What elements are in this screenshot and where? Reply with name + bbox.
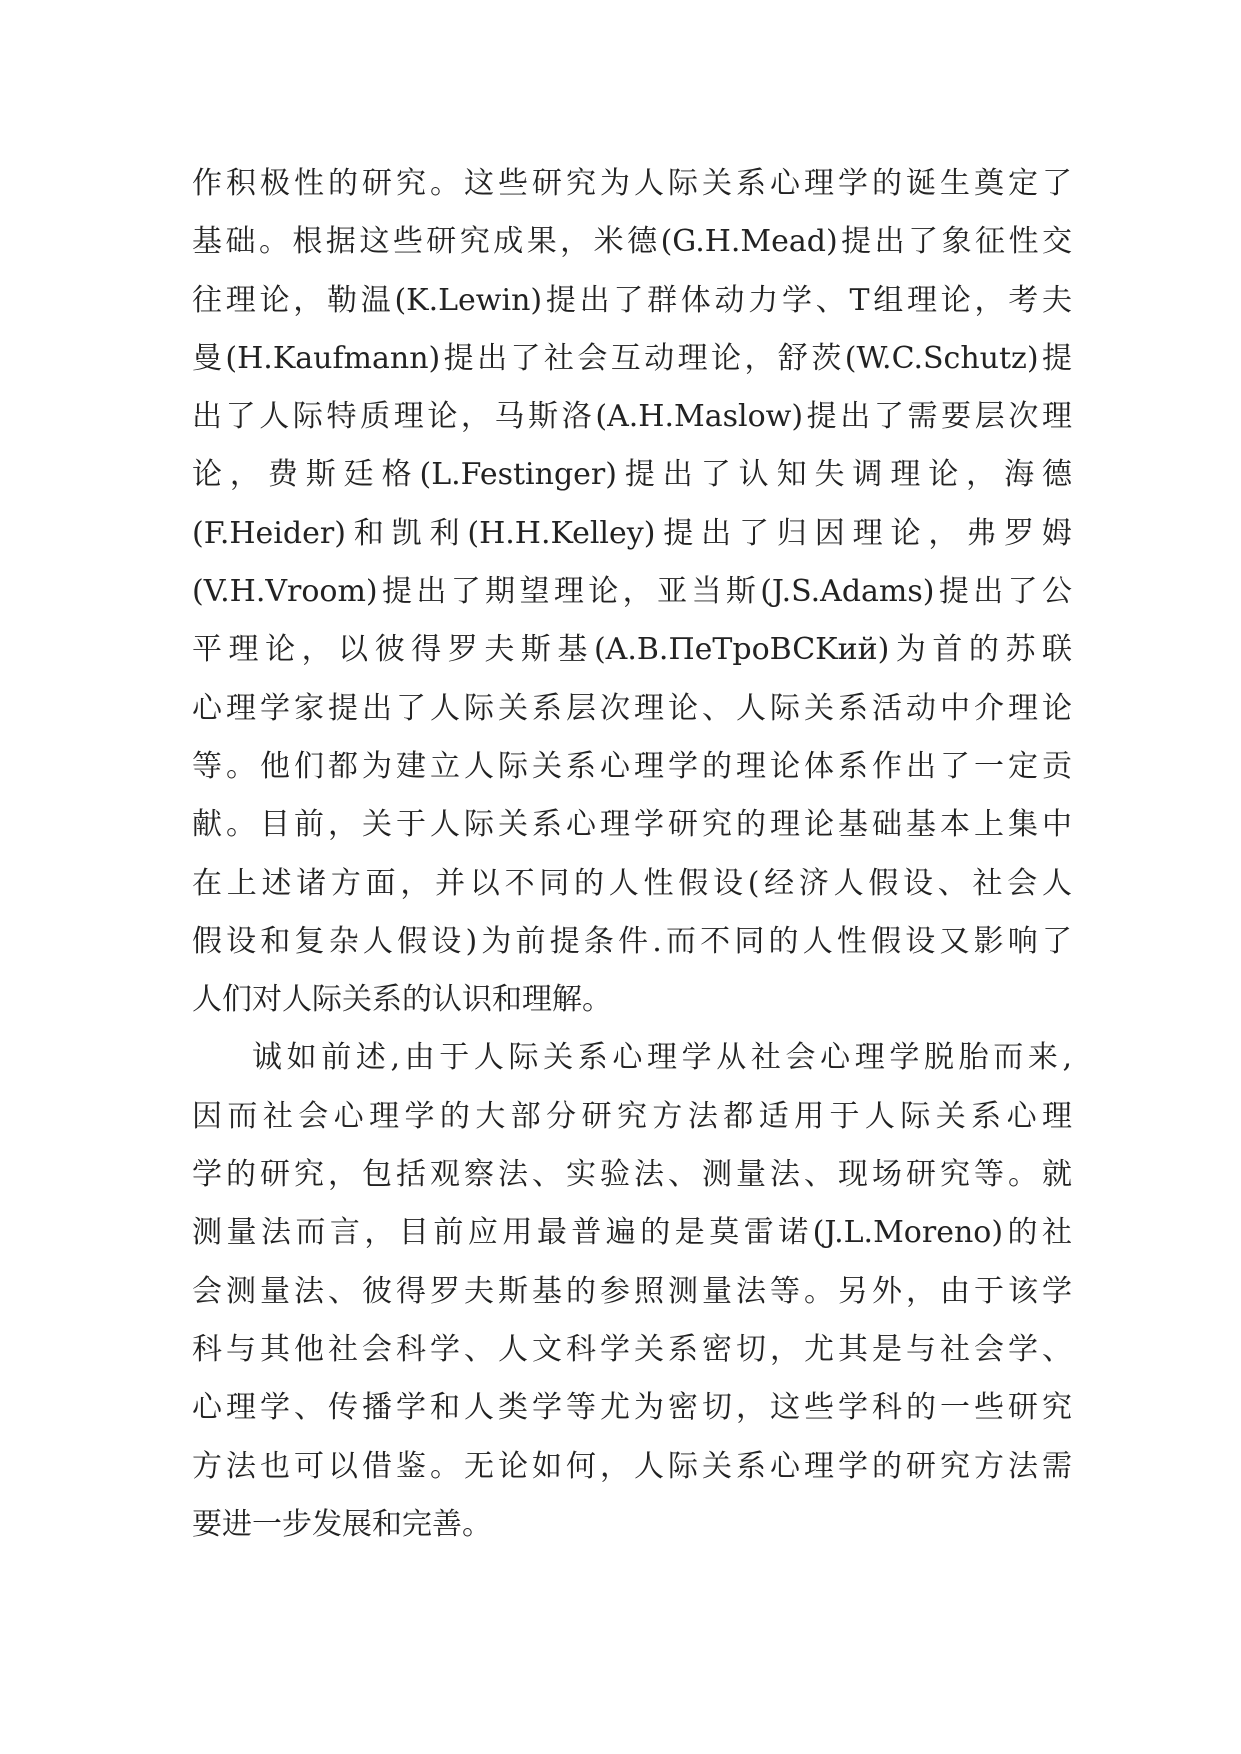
text-line: 心理学家提出了人际关系层次理论、人际关系活动中介理论 xyxy=(192,690,1072,726)
text-line: 假设和复杂人假设)为前提条件.而不同的人性假设又影响了 xyxy=(192,923,1072,959)
text-line-last: 人们对人际关系的认识和理解。 xyxy=(192,982,612,1018)
text-line: 论，费斯廷格(L.Festinger)提出了认知失调理论，海德 xyxy=(192,457,1072,493)
text-line: 因而社会心理学的大部分研究方法都适用于人际关系心理 xyxy=(192,1098,1072,1134)
text-line: 方法也可以借鉴。无论如何，人际关系心理学的研究方法需 xyxy=(192,1448,1072,1484)
text-line: 献。目前，关于人际关系心理学研究的理论基础基本上集中 xyxy=(192,807,1072,843)
text-line: 会测量法、彼得罗夫斯基的参照测量法等。另外，由于该学 xyxy=(192,1273,1072,1309)
paragraph-first-line: 诚如前述,由于人际关系心理学从社会心理学脱胎而来, xyxy=(252,1040,1072,1076)
text-line: 出了人际特质理论，马斯洛(A.H.Maslow)提出了需要层次理 xyxy=(192,399,1072,435)
text-line: (V.H.Vroom)提出了期望理论，亚当斯(J.S.Adams)提出了公 xyxy=(192,574,1072,610)
body-text xyxy=(192,155,1072,1554)
text-line: 心理学、传播学和人类学等尤为密切，这些学科的一些研究 xyxy=(192,1390,1072,1426)
text-line: 平理论，以彼得罗夫斯基(A.B.ПeTpoBCKий)为首的苏联 xyxy=(192,632,1072,668)
text-line: 测量法而言，目前应用最普遍的是莫雷诺(J.L.Moreno)的社 xyxy=(192,1215,1072,1251)
text-line: 在上述诸方面，并以不同的人性假设(经济人假设、社会人 xyxy=(192,865,1072,901)
text-line: 科与其他社会科学、人文科学关系密切，尤其是与社会学、 xyxy=(192,1331,1072,1367)
text-line: 等。他们都为建立人际关系心理学的理论体系作出了一定贡 xyxy=(192,748,1072,784)
text-line: 基础。根据这些研究成果，米德(G.H.Mead)提出了象征性交 xyxy=(192,224,1072,260)
text-line-last: 要进一步发展和完善。 xyxy=(192,1506,492,1542)
text-line: 作积极性的研究。这些研究为人际关系心理学的诞生奠定了 xyxy=(192,166,1072,201)
text-line: (F.Heider)和凯利(H.H.Kelley)提出了归因理论，弗罗姆 xyxy=(192,515,1072,551)
text-line: 往理论，勒温(K.Lewin)提出了群体动力学、T组理论，考夫 xyxy=(192,282,1072,318)
text-line: 学的研究，包括观察法、实验法、测量法、现场研究等。就 xyxy=(192,1157,1072,1193)
text-line: 曼(H.Kaufmann)提出了社会互动理论，舒茨(W.C.Schutz)提 xyxy=(192,340,1072,376)
